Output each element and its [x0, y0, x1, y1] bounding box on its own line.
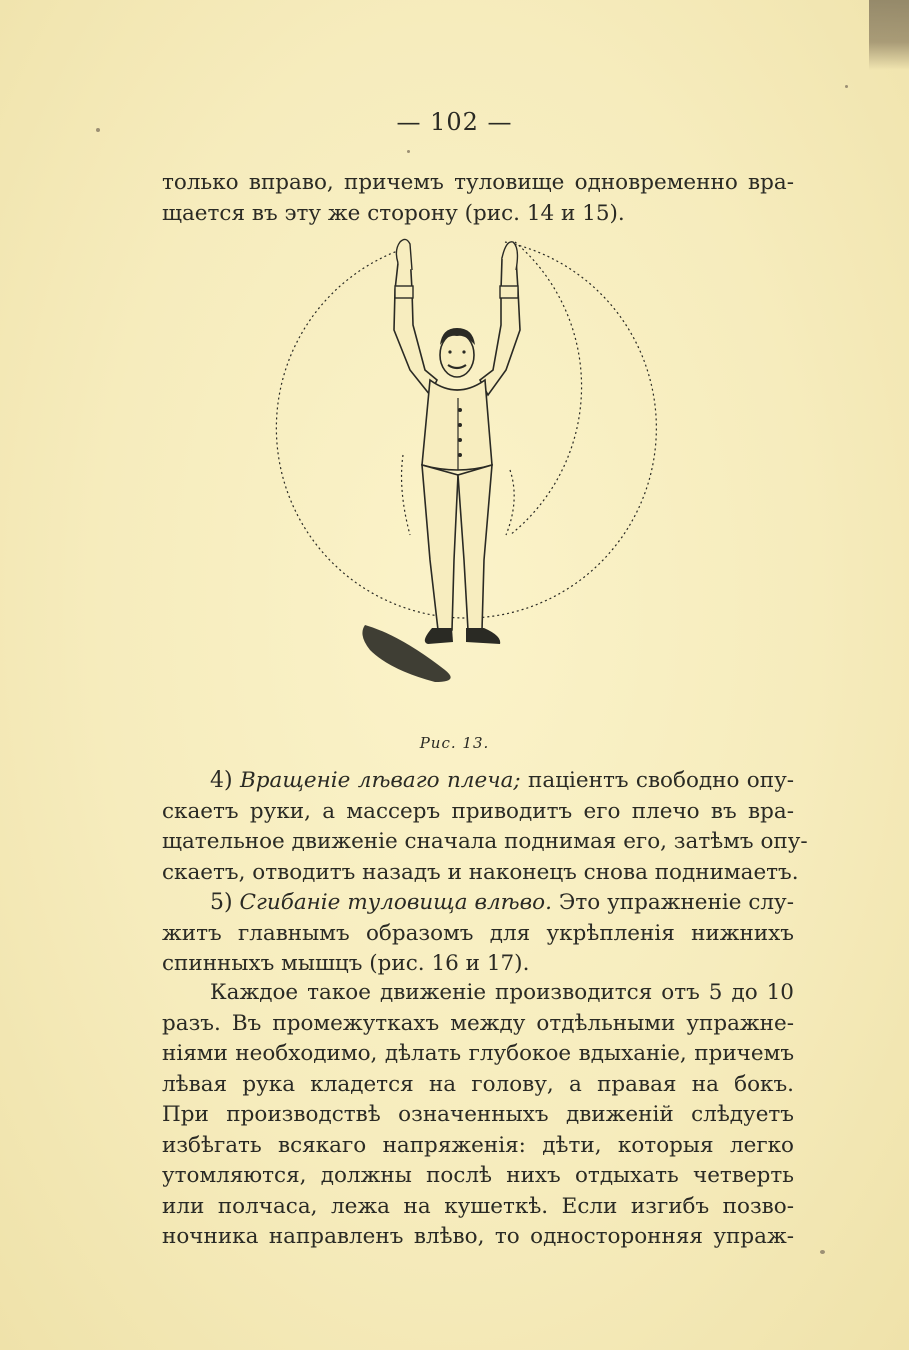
right-leg	[458, 465, 492, 630]
item-text: паціентъ свободно опу-	[528, 768, 794, 793]
text-line: только вправо, причемъ туловище одновременно вра-	[162, 170, 794, 195]
left-leg	[422, 465, 458, 630]
right-arm	[480, 253, 520, 395]
item-title: Вращеніе лѣваго плеча;	[239, 768, 521, 793]
text-line: щается въ эту же сторону (рис. 14 и 15).	[162, 200, 625, 226]
page-corner-shadow	[869, 0, 909, 70]
text-line	[162, 888, 794, 919]
exercise-illustration	[270, 230, 670, 705]
page-number: — 102 —	[396, 108, 513, 136]
text-line	[162, 766, 794, 797]
rotation-circle-right	[510, 242, 582, 535]
text-line: избѣгать всякаго напряженія: дѣти, которыя легко	[162, 1132, 794, 1158]
item-text: Это упражненіе слу-	[558, 890, 794, 915]
figure-caption: Рис. 13.	[419, 734, 490, 752]
paper-speck	[820, 1250, 825, 1254]
text-line: скаетъ руки, а массеръ приводитъ его плечо въ вра-	[162, 798, 794, 824]
head	[440, 333, 474, 377]
text-line: лѣвая рука кладется на голову, а правая на бокъ.	[162, 1071, 794, 1097]
item-4	[162, 766, 808, 888]
text-line: разъ. Въ промежуткахъ между отдѣльными упражне-	[162, 1010, 794, 1036]
left-arm	[394, 252, 437, 395]
text-line: щательное движеніе сначала поднимая его, затѣмъ опу-	[162, 829, 808, 854]
paper-speck	[845, 85, 848, 88]
left-shoe	[425, 628, 453, 644]
item-5	[162, 888, 794, 980]
text-line: или полчаса, лежа на кушеткѣ. Если изгибъ позво-	[162, 1193, 794, 1219]
text-line: ніями необходимо, дѣлать глубокое вдыханіе, причемъ	[162, 1041, 794, 1066]
right-shoe	[466, 628, 500, 644]
text-line: житъ главнымъ образомъ для укрѣпленія нижнихъ	[162, 920, 794, 946]
text-line: ночника направленъ влѣво, то односторонняя упраж-	[162, 1224, 794, 1249]
main-paragraph	[162, 978, 794, 1253]
torso	[422, 380, 492, 470]
text-line: При производствѣ означенныхъ движеній слѣдуетъ	[162, 1102, 794, 1127]
intro-text	[162, 168, 794, 229]
item-number: 4)	[210, 768, 233, 793]
text-line: скаетъ, отводитъ назадъ и наконецъ снова поднимаетъ.	[162, 859, 799, 885]
paper-speck	[407, 150, 410, 153]
text-line: Каждое такое движеніе производится отъ 5 до 10	[210, 980, 794, 1005]
item-title: Сгибаніе туловища влѣво.	[239, 890, 552, 915]
text-line: спинныхъ мышцъ (рис. 16 и 17).	[162, 951, 530, 976]
text-line: утомляются, должны послѣ нихъ отдыхать четверть	[162, 1163, 794, 1188]
item-number: 5)	[210, 890, 233, 915]
